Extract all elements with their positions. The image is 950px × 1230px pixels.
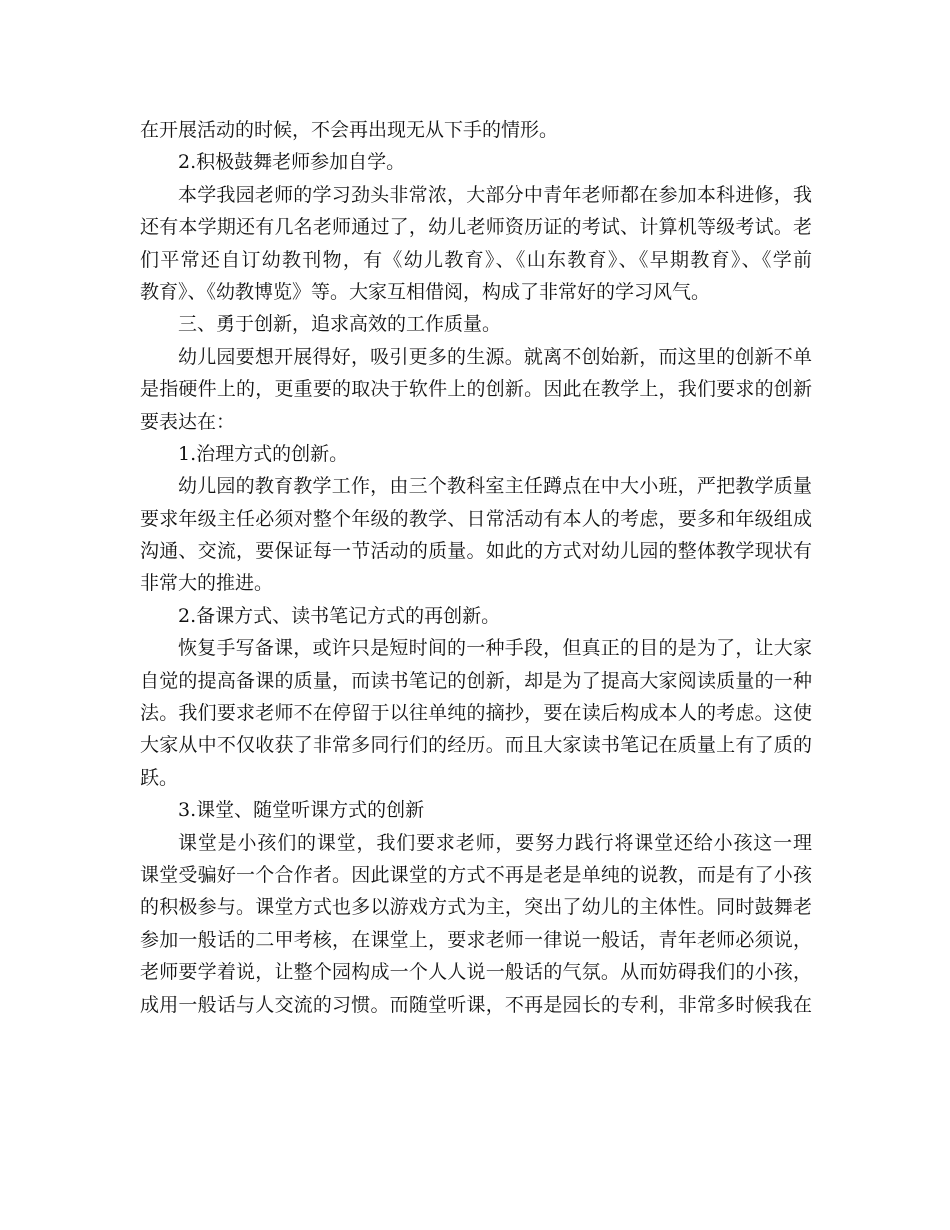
text-line: 跃。 xyxy=(140,766,179,789)
text-line: 老师要学着说，让整个园构成一个人人说一般话的气氛。从而妨碍我们的小孩， xyxy=(140,961,812,984)
text-line: 要求年级主任必须对整个年级的教学、日常活动有本人的考虑，要多和年级组成 xyxy=(140,507,812,530)
text-line: 2.备课方式、读书笔记方式的再创新。 xyxy=(178,604,501,627)
text-line: 本学我园老师的学习劲头非常浓，大部分中青年老师都在参加本科进修，我 xyxy=(178,183,812,206)
text-line: 非常大的推进。 xyxy=(140,572,274,595)
text-line: 自觉的提高备课的质量，而读书笔记的创新，却是为了提高大家阅读质量的一种 xyxy=(140,669,812,692)
text-line: 恢复手写备课，或许只是短时间的一种手段，但真正的目的是为了，让大家 xyxy=(178,637,812,660)
text-line: 3.课堂、随堂听课方式的创新 xyxy=(178,799,425,822)
document-body xyxy=(140,114,812,1021)
text-line: 的积极参与。课堂方式也多以游戏方式为主，突出了幼儿的主体性。同时鼓舞老 xyxy=(140,896,812,919)
text-line: 2.积极鼓舞老师参加自学。 xyxy=(178,151,406,174)
text-line: 在开展活动的时候，不会再出现无从下手的情形。 xyxy=(140,119,559,141)
text-line: 是指硬件上的，更重要的取决于软件上的创新。因此在教学上，我们要求的创新 xyxy=(140,378,812,401)
text-line: 要表达在： xyxy=(140,410,236,433)
text-line: 课堂是小孩们的课堂，我们要求老师，要努力践行将课堂还给小孩这一理 xyxy=(178,831,812,854)
text-line: 大家从中不仅收获了非常多同行们的经历。而且大家读书笔记在质量上有了质的 xyxy=(140,734,812,757)
text-line: 参加一般话的二甲考核，在课堂上，要求老师一律说一般话，青年老师必须说， xyxy=(140,928,812,951)
text-line: 还有本学期还有几名老师通过了，幼儿老师资历证的考试、计算机等级考试。老 xyxy=(140,216,812,239)
text-line: 沟通、交流，要保证每一节活动的质量。如此的方式对幼儿园的整体教学现状有 xyxy=(140,540,812,563)
text-line: 1.治理方式的创新。 xyxy=(178,442,349,465)
text-line: 幼儿园的教育教学工作，由三个教科室主任蹲点在中大小班，严把教学质量 xyxy=(178,475,812,498)
text-line: 三、勇于创新，追求高效的工作质量。 xyxy=(178,313,502,336)
text-line: 法。我们要求老师不在停留于以往单纯的摘抄，要在读后构成本人的考虑。这使 xyxy=(140,702,812,725)
text-line: 成用一般话与人交流的习惯。而随堂听课，不再是园长的专利，非常多时候我在 xyxy=(140,993,812,1016)
text-line: 幼儿园要想开展得好，吸引更多的生源。就离不创始新，而这里的创新不单 xyxy=(178,345,812,368)
text-line: 们平常还自订幼教刊物，有《幼儿教育》、《山东教育》、《早期教育》、《学前 xyxy=(140,248,812,271)
text-line: 教育》、《幼教博览》等。大家互相借阅，构成了非常好的学习风气。 xyxy=(140,280,711,303)
text-line: 课堂受骗好一个合作者。因此课堂的方式不再是老是单纯的说教，而是有了小孩 xyxy=(140,863,812,886)
